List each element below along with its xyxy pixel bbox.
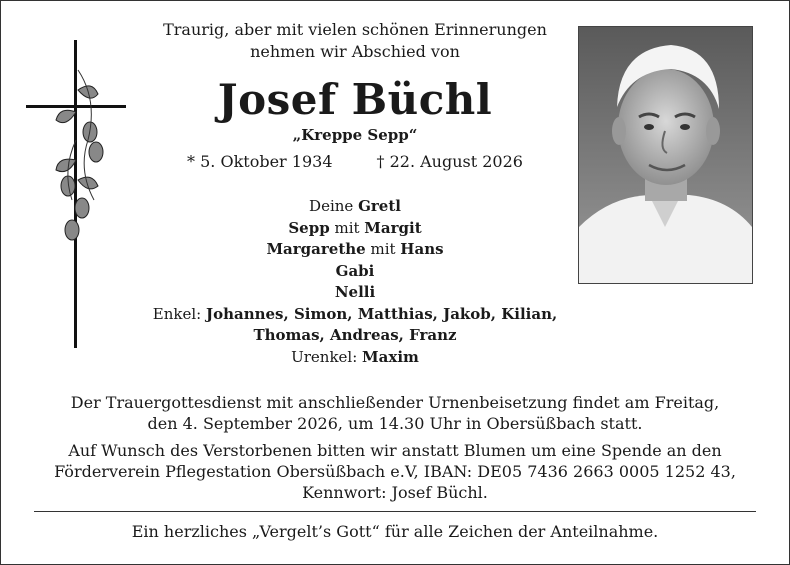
- family-row: [110, 282, 600, 304]
- family-connector: mit: [329, 218, 365, 237]
- service-line-1: Der Trauergottesdienst mit anschließender Urnenbeisetzung findet am Freitag,: [70, 393, 720, 412]
- grandchildren-row-2: [110, 325, 600, 347]
- family-row: [110, 261, 600, 283]
- grandchildren-names: Thomas, Andreas, Franz: [253, 326, 457, 344]
- grandchildren-names: Johannes, Simon, Matthias, Jakob, Kilian,: [205, 304, 558, 323]
- service-line-2: den 4. September 2026, um 14.30 Uhr in Obersüßbach statt.: [147, 414, 643, 433]
- death-date: † 22. August 2026: [376, 152, 523, 171]
- family-name: Sepp: [288, 218, 330, 237]
- thanks-line: Ein herzliches „Vergelt’s Gott“ für alle Zeichen der Anteilnahme.: [131, 522, 659, 541]
- donation-line-3: Kennwort: Josef Büchl.: [302, 483, 488, 502]
- family-row: [110, 239, 600, 261]
- service-info: [30, 392, 760, 434]
- portrait-photo: [578, 26, 753, 284]
- intro-line-1: Traurig, aber mit vielen schönen Erinnerungen: [163, 20, 547, 39]
- life-dates: [120, 152, 590, 171]
- grandchildren-row: [110, 304, 600, 326]
- grandchildren-label: Enkel:: [152, 304, 206, 323]
- donation-line-2: Förderverein Pflegestation Obersüßbach e.V, IBAN: DE05 7436 2663 0005 1252 43,: [54, 462, 736, 481]
- family-prefix: Deine: [309, 197, 359, 215]
- divider: [34, 511, 756, 512]
- birth-date: * 5. Oktober 1934: [187, 152, 333, 171]
- great-grandchildren-name: Maxim: [362, 347, 419, 366]
- great-grandchildren-label: Urenkel:: [291, 347, 363, 366]
- deceased-nickname: „Kreppe Sepp“: [292, 126, 418, 144]
- family-connector: mit: [365, 240, 401, 258]
- family-name: Margarethe: [266, 240, 366, 258]
- family-list: [110, 196, 600, 368]
- donation-info: [30, 440, 760, 503]
- family-row: [110, 196, 600, 218]
- intro-text: [120, 19, 590, 63]
- family-name: Margit: [364, 218, 422, 237]
- family-row: [110, 218, 600, 240]
- great-grandchildren-row: [110, 347, 600, 369]
- family-name: Nelli: [334, 283, 376, 301]
- family-name: Hans: [400, 240, 444, 258]
- deceased-name: Josef Büchl: [217, 75, 493, 124]
- family-name: Gretl: [358, 197, 401, 215]
- intro-line-2: nehmen wir Abschied von: [250, 42, 460, 61]
- donation-line-1: Auf Wunsch des Verstorbenen bitten wir anstatt Blumen um eine Spende an den: [68, 441, 722, 460]
- family-name: Gabi: [335, 261, 375, 280]
